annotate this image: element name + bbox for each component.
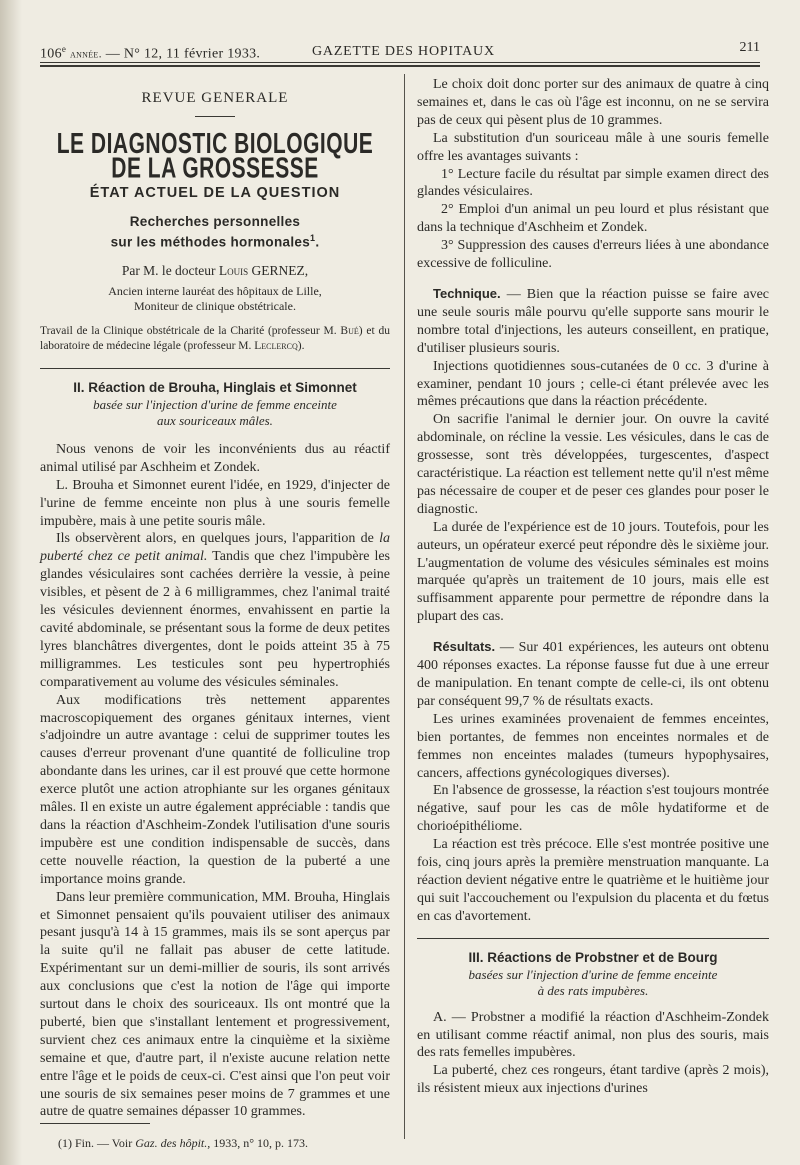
paragraph: La substitution d'un souriceau mâle à une souris femelle offre les avantages suivants : xyxy=(417,130,769,164)
page-edge-shadow xyxy=(0,0,22,1165)
paragraph: Nous venons de voir les inconvénients dus au réactif animal utilisé par Aschheim et Zondek. xyxy=(40,441,390,475)
article-subtitle-2: Recherches personnelles sur les méthodes hormonales$^1$. xyxy=(110,213,320,250)
list-item: 1° Lecture facile du résultat par simple examen direct des glandes vésiculaires. xyxy=(417,166,769,200)
title-rule xyxy=(195,116,235,117)
footnote-rule xyxy=(40,1123,150,1124)
section-ii-title: II. Réaction de Brouha, Hinglais et Simonnet xyxy=(73,380,357,396)
paragraph: La réaction est très précoce. Elle s'est montrée positive une fois, cinq jours après la première menstruation manquante. La réaction devient négative entre le quatrième et le huitième jour qui suit l'accouchement ou l'expulsion du placenta et du fœtus en cas d'avortement. xyxy=(417,837,769,924)
section-iii-title: III. Réactions de Probstner et de Bourg xyxy=(468,949,718,965)
header-rule-thin xyxy=(40,62,760,63)
technique-heading: Technique. xyxy=(433,285,501,301)
author-affiliation: Ancien interne lauréat des hôpitaux de Lille, Moniteur de clinique obstétricale. xyxy=(108,284,322,314)
paragraph: Injections quotidiennes sous-cutanées de 0 cc. 3 d'urine à examiner, pendant 10 jours ; celle-ci étant prélevée avec les mêmes précautions que dans la réaction précédente. xyxy=(417,358,769,410)
results-paragraph: Résultats. — Sur 401 expériences, les auteurs ont obtenu 400 réponses exactes. La réponse fausse fut due à une erreur de manipulation. En tenant compte de celle-ci, ils ont obtenu par conséquent 99,7 % de résultats exacts. xyxy=(417,639,769,709)
section-ii-subtitle-2: aux souriceaux mâles. xyxy=(157,412,273,428)
header-issue: 106e année. — N° 12, 11 février 1933. xyxy=(40,44,261,62)
article-subtitle: ÉTAT ACTUEL DE LA QUESTION xyxy=(89,184,341,201)
column-divider xyxy=(404,74,405,1139)
paragraph: A. — Probstner a modifié la réaction d'Aschheim-Zondek en utilisant comme réactif animal, non plus des souris, mais des rats femelles impubères. xyxy=(417,1009,769,1061)
institution-note: Travail de la Clinique obstétricale de la Charité (professeur M. Bué) et du laboratoire de médecine légale (professeur M. Leclercq). xyxy=(40,325,390,353)
right-column xyxy=(417,74,769,1098)
author-line: Par M. le docteur Louis GERNEZ, xyxy=(121,263,309,279)
paragraph: La puberté, chez ces rongeurs, étant tardive (après 2 mois), ils résistent mieux aux injections d'urines xyxy=(417,1063,769,1097)
list-item: 3° Suppression des causes d'erreurs liées à une abondance excessive de folliculine. xyxy=(417,238,769,272)
paragraph: On sacrifie l'animal le dernier jour. On ouvre la cavité abdominale, on récline la vessie. Les vésicules, dans le cas de grossesse, sont très développées, turgescentes, d'aspect caractéristique. La réaction est tellement nette qu'il n'est même pas nécessaire de couper et de peser ces glandes pour poser le diagnostic. xyxy=(417,412,769,517)
left-column xyxy=(40,74,390,1121)
section-iii-subtitle-2: à des rats impubères. xyxy=(537,982,649,998)
paragraph: Aux modifications très nettement apparentes macroscopiquement des organes génitaux internes, vient s'adjoindre un autre avantage : celui de supprimer toutes les causes d'erreur provenant d'une quantité de folliculine trop abondante dans les urines, car il est prouvé que cette hormone exerce plutôt une action atrophiante sur les organes génitaux mâles. Il en existe un autre également appréciable : tandis que dans la réaction d'Aschheim-Zondek l'utilisation d'une souris impubère est une condition indispensable de succès, dans cette nouvelle réaction, la question de la puberté a une importance moins grande. xyxy=(40,692,390,887)
article-title: LE DIAGNOSTIC BIOLOGIQUE DE LA GROSSESSE xyxy=(56,128,374,184)
results-heading: Résultats. xyxy=(433,639,496,655)
paragraph: Ils observèrent alors, en quelques jours, l'apparition de la puberté chez ce petit animal. Tandis que chez l'impubère les glandes vésiculaires sont cachées derrière la vessie, à peine visibles, et pèsent de 2 à 6 milligrammes, chez l'animal traité les vésicules deviennent énormes, envahissent en partie la cavité abdominale, se présentant sous la forme de deux petites lyres blanchâtres divergentes, dont le poids atteint 35 à 75 milligrammes. Les testicules sont peu hypertrophiés comparativement au volume des vésicules séminales. xyxy=(40,531,391,690)
paragraph: L. Brouha et Simonnet eurent l'idée, en 1929, d'injecter de l'urine de femme enceinte non plus à une souris femelle impubère, mais à une petite souris mâle. xyxy=(40,477,390,529)
paragraph: Dans leur première communication, MM. Brouha, Hinglais et Simonnet pensaient qu'ils pouvaient utiliser des animaux pesant jusqu'à 14 à 15 grammes, mais ils se sont aperçus par la suite qu'il ne fallait pas abuser de cette latitude. Expérimentant sur un demi-millier de souris, ils sont arrivés aux conclusions que c'est la notion de l'âge qui importe surtout dans le choix des souriceaux. Ils ont montré que la puberté, bien que s'installant lentement et progressivement, survient chez ces animaux entre la cinquième et la sixième semaine et que, d'autre part, il n'existe aucune relation nette entre l'âge et le poids de ceux-ci. C'est ainsi que l'on peut voir une souris de six semaines peser moins de 7 grammes et une autre de quatre semaines dépasser 10 grammes. xyxy=(40,889,390,1120)
section-iii-subtitle: basées sur l'injection d'urine de femme enceinte xyxy=(468,966,718,982)
section-rule xyxy=(40,368,390,369)
header-page-number: 211 xyxy=(739,40,760,55)
paragraph: La durée de l'expérience est de 10 jours. Toutefois, pour les auteurs, un opérateur exercé peut répondre dès le sixième jour. L'augmentation de volume des vésicules séminales est moins marquée qu'après un traitement de 10 jours, mais elle est suffisamment apparente pour permettre de répondre dans la plupart des cas. xyxy=(417,519,769,625)
section-rule xyxy=(417,938,769,939)
header-journal-name: GAZETTE DES HOPITAUX xyxy=(312,44,495,59)
section-ii-subtitle: basée sur l'injection d'urine de femme enceinte xyxy=(93,396,337,412)
paragraph: En l'absence de grossesse, la réaction s'est toujours montrée négative, sauf pour les cas de môle hydatiforme et de chorioépithéliome. xyxy=(417,783,769,835)
list-item: 2° Emploi d'un animal un peu lourd et plus résistant que dans la technique d'Aschheim et Zondek. xyxy=(417,202,769,236)
header-rule-thick xyxy=(40,65,760,67)
running-header xyxy=(40,40,760,62)
paragraph: Les urines examinées provenaient de femmes enceintes, bien portantes, de femmes non enceintes normales et de femmes non enceintes malades (tumeurs hypophysaires, cancers, affections gynécologiques diverses). xyxy=(417,711,769,781)
technique-paragraph: Technique. — Bien que la réaction puisse se faire avec une seule souris mâle pourvu qu'elle supporte sans mourir le nombre total d'injections, les auteurs conseillent, en pratique, d'utiliser plusieurs souris. xyxy=(417,285,769,356)
footnote: (1) Fin. — Voir Gaz. des hôpit., 1933, n° 10, p. 173. xyxy=(58,1136,309,1150)
section-label: REVUE GENERALE xyxy=(141,90,289,106)
paragraph: Le choix doit donc porter sur des animaux de quatre à cinq semaines et, dans le cas où l'âge est inconnu, on ne se servira pas de ceux qui pèsent plus de 10 grammes. xyxy=(417,77,769,128)
